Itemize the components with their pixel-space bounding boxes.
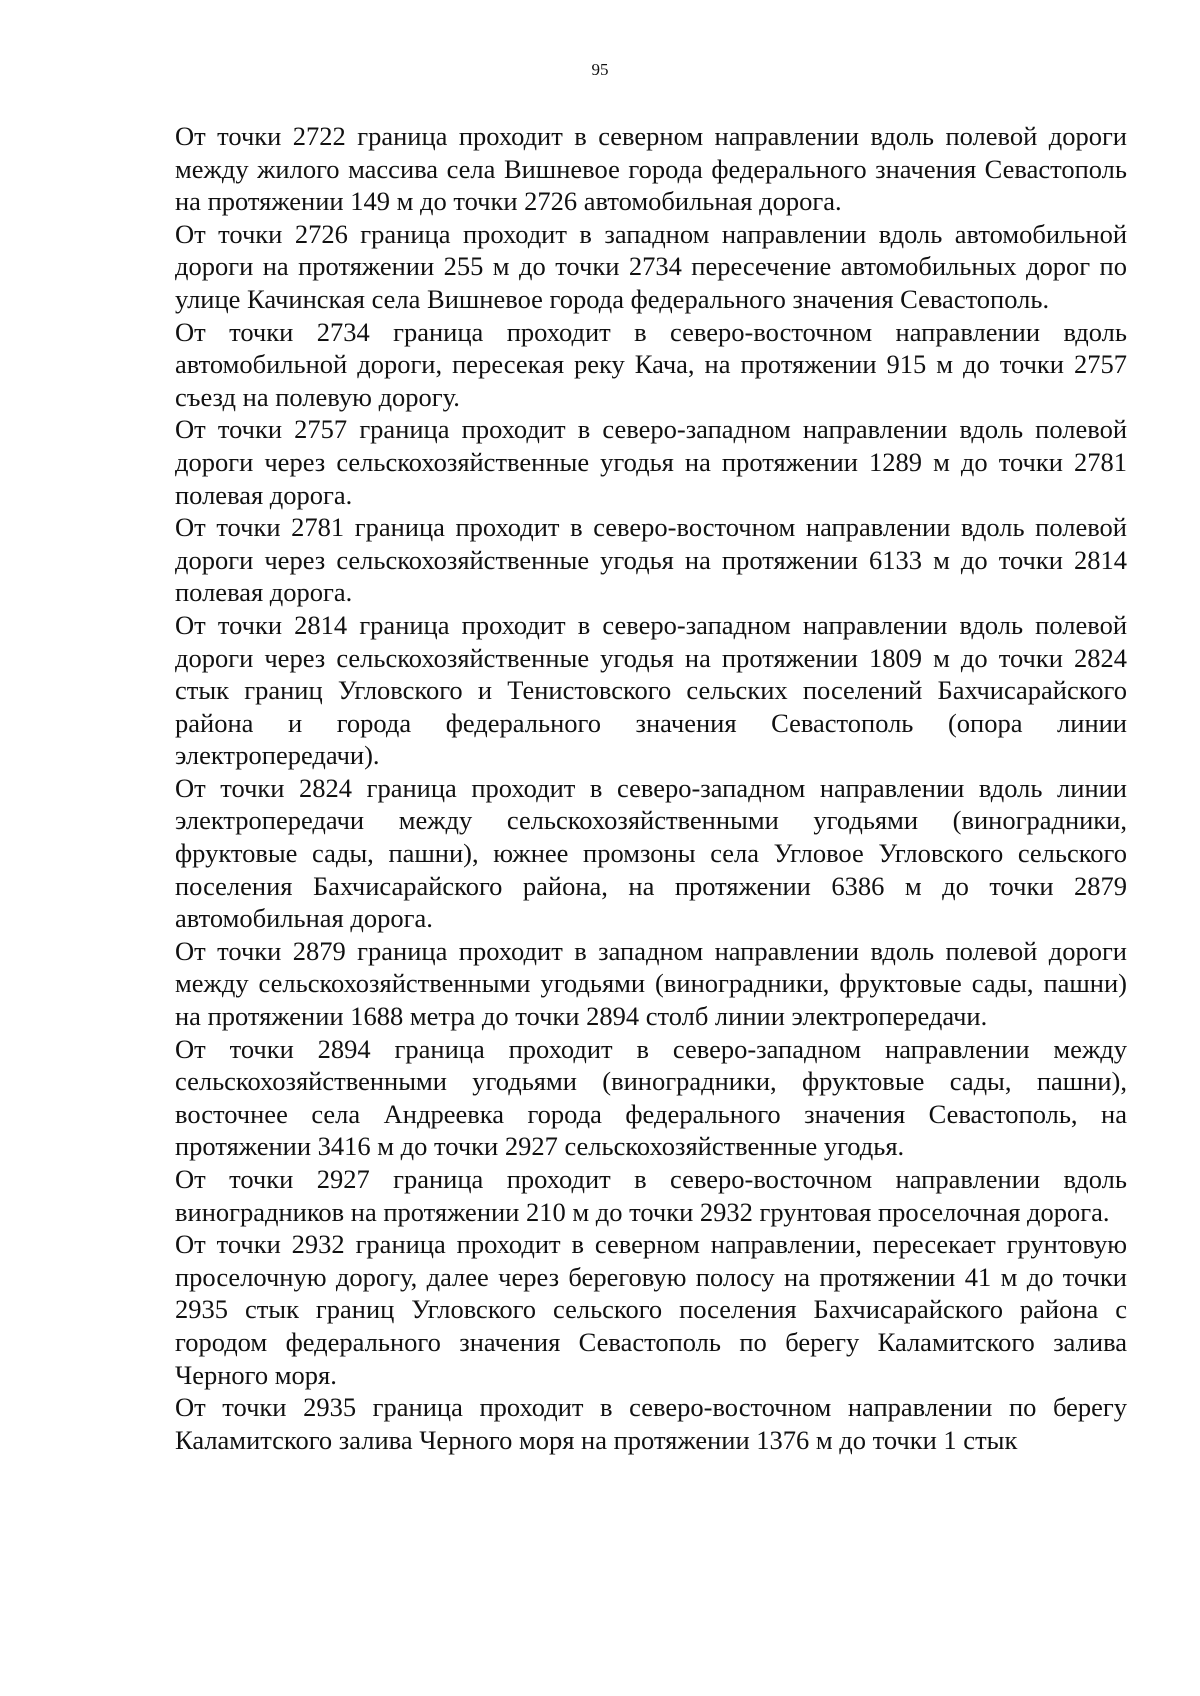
paragraph-4: От точки 2757 граница проходит в северо-западном направлении вдоль полевой дороги через сельскохозяйственные угодья на протяжении 1289 м до точки 2781 полевая дорога. [175, 414, 1127, 510]
paragraph-7: От точки 2824 граница проходит в северо-западном направлении вдоль линии электропередачи между сельскохозяйственными угодьями (виноградники, фруктовые сады, пашни), южнее промзоны села Угловое Угловского сельского поселения Бахчисарайского района, на протяжении 6386 м до точки 2879 автомобильная дорога. [175, 772, 1127, 934]
paragraph-8: От точки 2879 граница проходит в западном направлении вдоль полевой дороги между сельскохозяйственными угодьями (виноградники, фруктовые сады, пашни) на протяжении 1688 метра до точки 2894 столб линии электропередачи. [175, 935, 1127, 1032]
paragraph-6: От точки 2814 граница проходит в северо-западном направлении вдоль полевой дороги через сельскохозяйственные угодья на протяжении 1809 м до точки 2824 стык границ Угловского и Тенистовского сельских поселений Бахчисарайского района и города федерального значения Севастополь (опора линии электропередачи). [175, 609, 1127, 771]
page-number: 95 [591, 60, 609, 79]
paragraph-9: От точки 2894 граница проходит в северо-западном направлении между сельскохозяйственными угодьями (виноградники, фруктовые сады, пашни), восточнее села Андреевка города федерального значения Севастополь, на протяжении 3416 м до точки 2927 сельскохозяйственные угодья. [175, 1033, 1127, 1162]
paragraph-1: От точки 2722 граница проходит в северном направлении вдоль полевой дороги между жилого массива села Вишневое города федерального значения Севастополь на протяжении 149 м до точки 2726 автомобильная дорога. [175, 121, 1127, 217]
paragraph-12: От точки 2935 граница проходит в северо-восточном направлении по берегу Каламитского залива Черного моря на протяжении 1376 м до точки 1 стык [175, 1392, 1127, 1455]
paragraph-10: От точки 2927 граница проходит в северо-восточном направлении вдоль виноградников на протяжении 210 м до точки 2932 грунтовая проселочная дорога. [175, 1164, 1127, 1227]
document-body [175, 120, 1127, 1456]
paragraph-11: От точки 2932 граница проходит в северном направлении, пересекает грунтовую проселочную дорогу, далее через береговую полосу на протяжении 41 м до точки 2935 стык границ Угловского сельского поселения Бахчисарайского района с городом федерального значения Севастополь по берегу Каламитского залива Черного моря. [175, 1229, 1127, 1390]
paragraph-2: От точки 2726 граница проходит в западном направлении вдоль автомобильной дороги на протяжении 255 м до точки 2734 пересечение автомобильных дорог по улице Качинская села Вишневое города федерального значения Севастополь. [175, 218, 1127, 314]
paragraph-3: От точки 2734 граница проходит в северо-восточном направлении вдоль автомобильной дороги, пересекая реку Кача, на протяжении 915 м до точки 2757 съезд на полевую дорогу. [175, 316, 1127, 412]
paragraph-5: От точки 2781 граница проходит в северо-восточном направлении вдоль полевой дороги через сельскохозяйственные угодья на протяжении 6133 м до точки 2814 полевая дорога. [175, 512, 1127, 608]
